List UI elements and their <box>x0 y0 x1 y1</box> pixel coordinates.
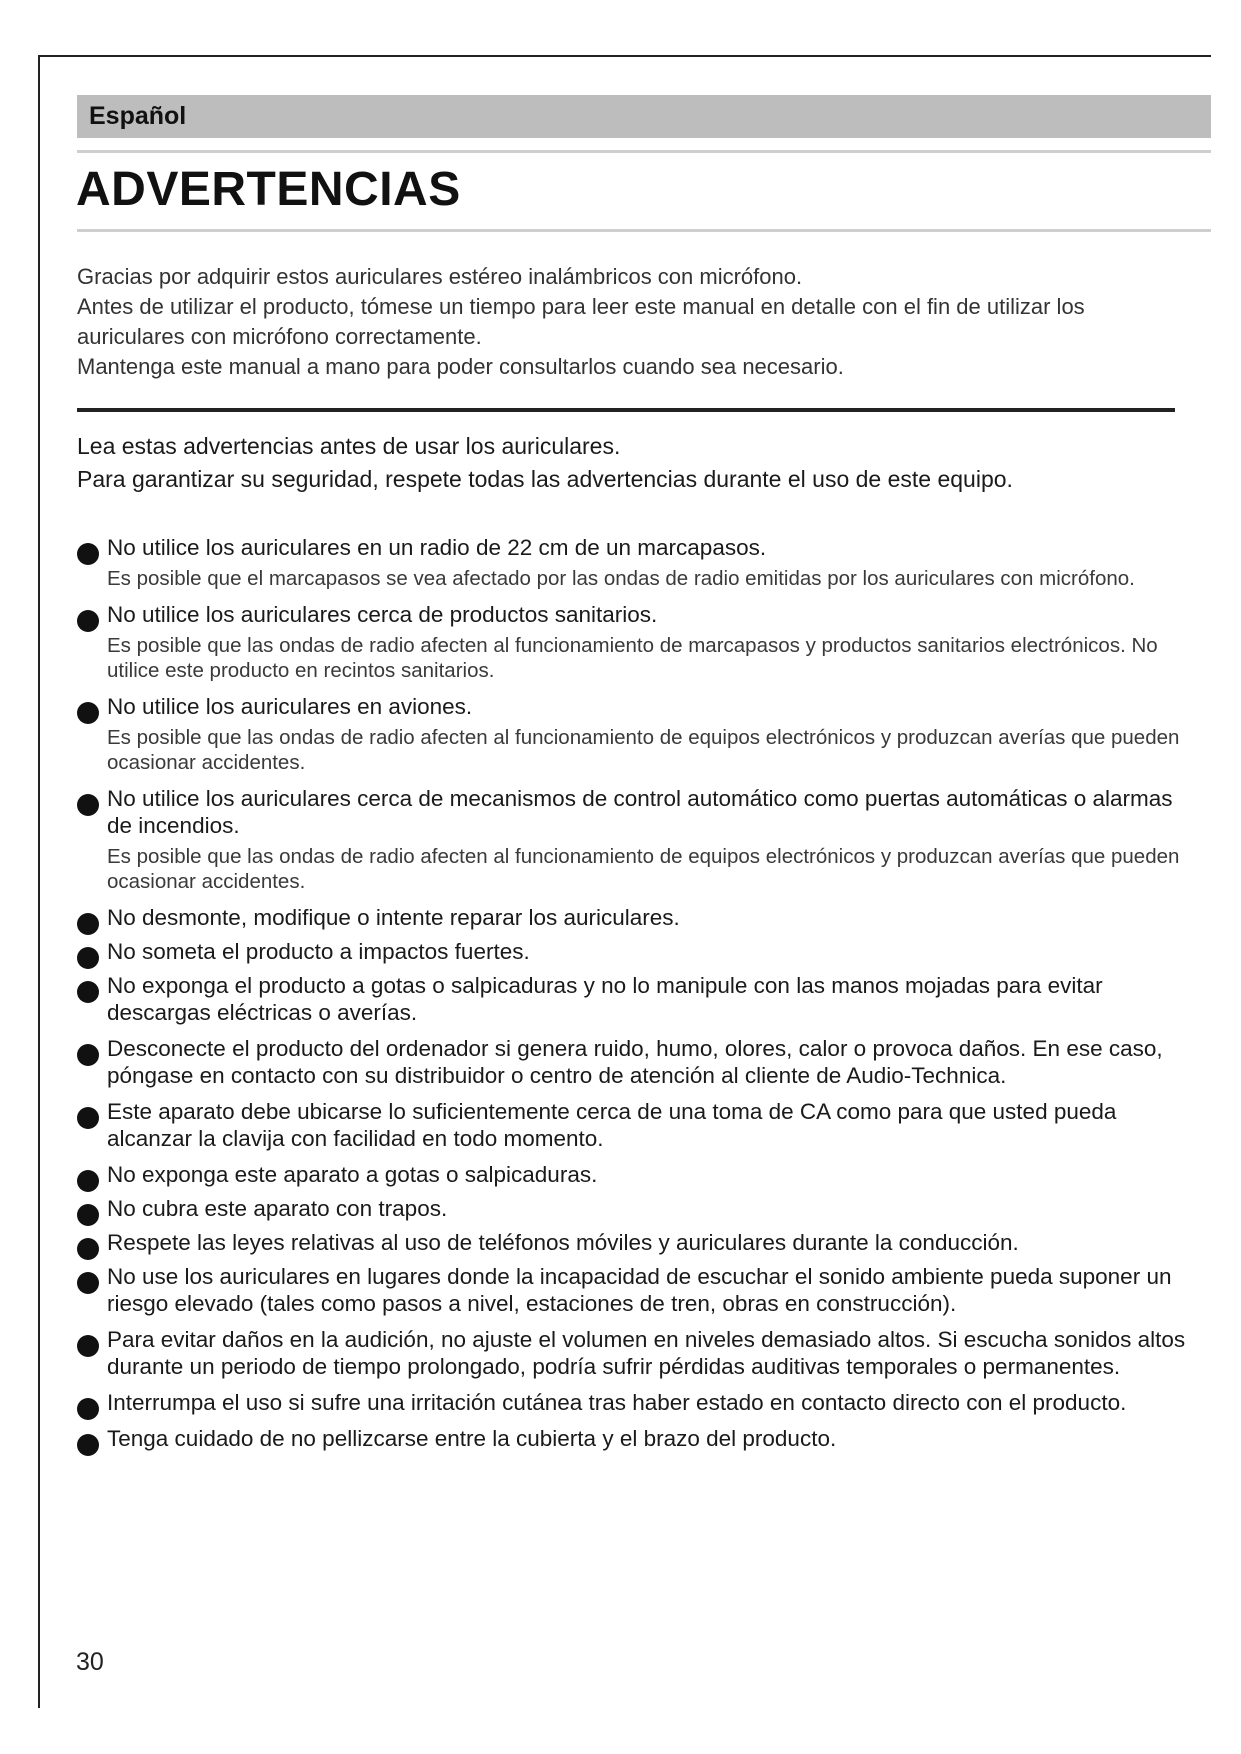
warning-text: No someta el producto a impactos fuertes. <box>107 939 530 964</box>
bullet-icon <box>77 1044 99 1066</box>
warning-item <box>77 601 1187 683</box>
warning-item <box>77 1229 1187 1256</box>
bullet-icon <box>77 947 99 969</box>
warning-detail: Es posible que las ondas de radio afecten al funcionamiento de equipos electrónicos y produzcan averías que pueden ocasionar accidentes. <box>107 726 1180 774</box>
page-title: ADVERTENCIAS <box>76 163 461 216</box>
warning-item <box>77 1098 1187 1152</box>
warning-item <box>77 534 1187 591</box>
warnings-list <box>77 534 1187 1452</box>
bullet-icon <box>77 610 99 632</box>
bullet-icon <box>77 1170 99 1192</box>
warning-text: Este aparato debe ubicarse lo suficientemente cerca de una toma de CA como para que usted pueda alcanzar la clavija con facilidad en todo momento. <box>107 1099 1117 1151</box>
warning-text: No exponga el producto a gotas o salpicaduras y no lo manipule con las manos mojadas para evitar descargas eléctricas o averías. <box>107 973 1103 1025</box>
bullet-icon <box>77 1272 99 1294</box>
intro-line: Mantenga este manual a mano para poder consultarlos cuando sea necesario. <box>77 354 844 379</box>
warning-item <box>77 1326 1187 1380</box>
bullet-icon <box>77 1107 99 1129</box>
divider-title <box>77 229 1211 232</box>
warning-text: No utilice los auriculares en un radio de 22 cm de un marcapasos. <box>107 535 767 560</box>
language-label: Español <box>89 102 187 130</box>
bullet-icon <box>77 1335 99 1357</box>
bullet-icon <box>77 1238 99 1260</box>
divider-top <box>77 150 1211 153</box>
bullet-icon <box>77 794 99 816</box>
lead-line: Lea estas advertencias antes de usar los auriculares. <box>77 433 621 459</box>
bullet-icon <box>77 1398 99 1420</box>
warning-item <box>77 938 1187 965</box>
warning-item <box>77 1035 1187 1089</box>
warning-item <box>77 693 1187 775</box>
warning-text: No exponga este aparato a gotas o salpicaduras. <box>107 1162 598 1187</box>
intro-text <box>77 262 1177 382</box>
lead-text <box>77 430 1187 496</box>
warning-item <box>77 1389 1187 1416</box>
warning-item <box>77 785 1187 894</box>
warning-text: Respete las leyes relativas al uso de teléfonos móviles y auriculares durante la conducción. <box>107 1230 1019 1255</box>
warning-text: Tenga cuidado de no pellizcarse entre la cubierta y el brazo del producto. <box>107 1426 837 1451</box>
warning-item <box>77 1263 1187 1317</box>
intro-line: Gracias por adquirir estos auriculares estéreo inalámbricos con micrófono. <box>77 264 803 289</box>
warning-text: No utilice los auriculares cerca de mecanismos de control automático como puertas automáticas o alarmas de incendios. <box>107 786 1173 838</box>
divider-section <box>77 408 1175 412</box>
warning-item <box>77 1195 1187 1222</box>
warning-text: No utilice los auriculares en aviones. <box>107 694 473 719</box>
bullet-icon <box>77 1204 99 1226</box>
bullet-icon <box>77 702 99 724</box>
warning-text: No utilice los auriculares cerca de productos sanitarios. <box>107 602 658 627</box>
bullet-icon <box>77 543 99 565</box>
page-number: 30 <box>76 1648 104 1676</box>
warning-detail: Es posible que las ondas de radio afecten al funcionamiento de equipos electrónicos y produzcan averías que pueden ocasionar accidentes. <box>107 845 1180 893</box>
warning-detail: Es posible que el marcapasos se vea afectado por las ondas de radio emitidas por los auriculares con micrófono. <box>107 567 1135 590</box>
warning-text: No use los auriculares en lugares donde la incapacidad de escuchar el sonido ambiente pueda suponer un riesgo elevado (tales como pasos a nivel, estaciones de tren, obras en construcción). <box>107 1264 1172 1316</box>
page-frame-left-border <box>38 55 40 1708</box>
page-frame-top-border <box>38 55 1211 57</box>
warning-text: Para evitar daños en la audición, no ajuste el volumen en niveles demasiado altos. Si escucha sonidos altos durante un periodo de tiempo prolongado, podría sufrir pérdidas auditivas temporales o permanentes. <box>107 1327 1186 1379</box>
bullet-icon <box>77 981 99 1003</box>
warning-item <box>77 904 1187 931</box>
warning-text: No cubra este aparato con trapos. <box>107 1196 448 1221</box>
warning-detail: Es posible que las ondas de radio afecten al funcionamiento de marcapasos y productos sanitarios electrónicos. No utilice este producto en recintos sanitarios. <box>107 634 1158 682</box>
bullet-icon <box>77 1434 99 1456</box>
warning-text: No desmonte, modifique o intente reparar los auriculares. <box>107 905 680 930</box>
lead-line: Para garantizar su seguridad, respete todas las advertencias durante el uso de este equipo. <box>77 466 1013 492</box>
warning-item <box>77 1425 1187 1452</box>
intro-line: Antes de utilizar el producto, tómese un tiempo para leer este manual en detalle con el fin de utilizar los auriculares con micrófono correctamente. <box>77 294 1085 349</box>
language-header-bar <box>77 95 1211 138</box>
warning-item <box>77 1161 1187 1188</box>
bullet-icon <box>77 913 99 935</box>
warning-text: Interrumpa el uso si sufre una irritación cutánea tras haber estado en contacto directo con el producto. <box>107 1390 1127 1415</box>
warning-text: Desconecte el producto del ordenador si genera ruido, humo, olores, calor o provoca daños. En ese caso, póngase en contacto con su distribuidor o centro de atención al cliente de Audio-Technica. <box>107 1036 1163 1088</box>
warning-item <box>77 972 1187 1026</box>
